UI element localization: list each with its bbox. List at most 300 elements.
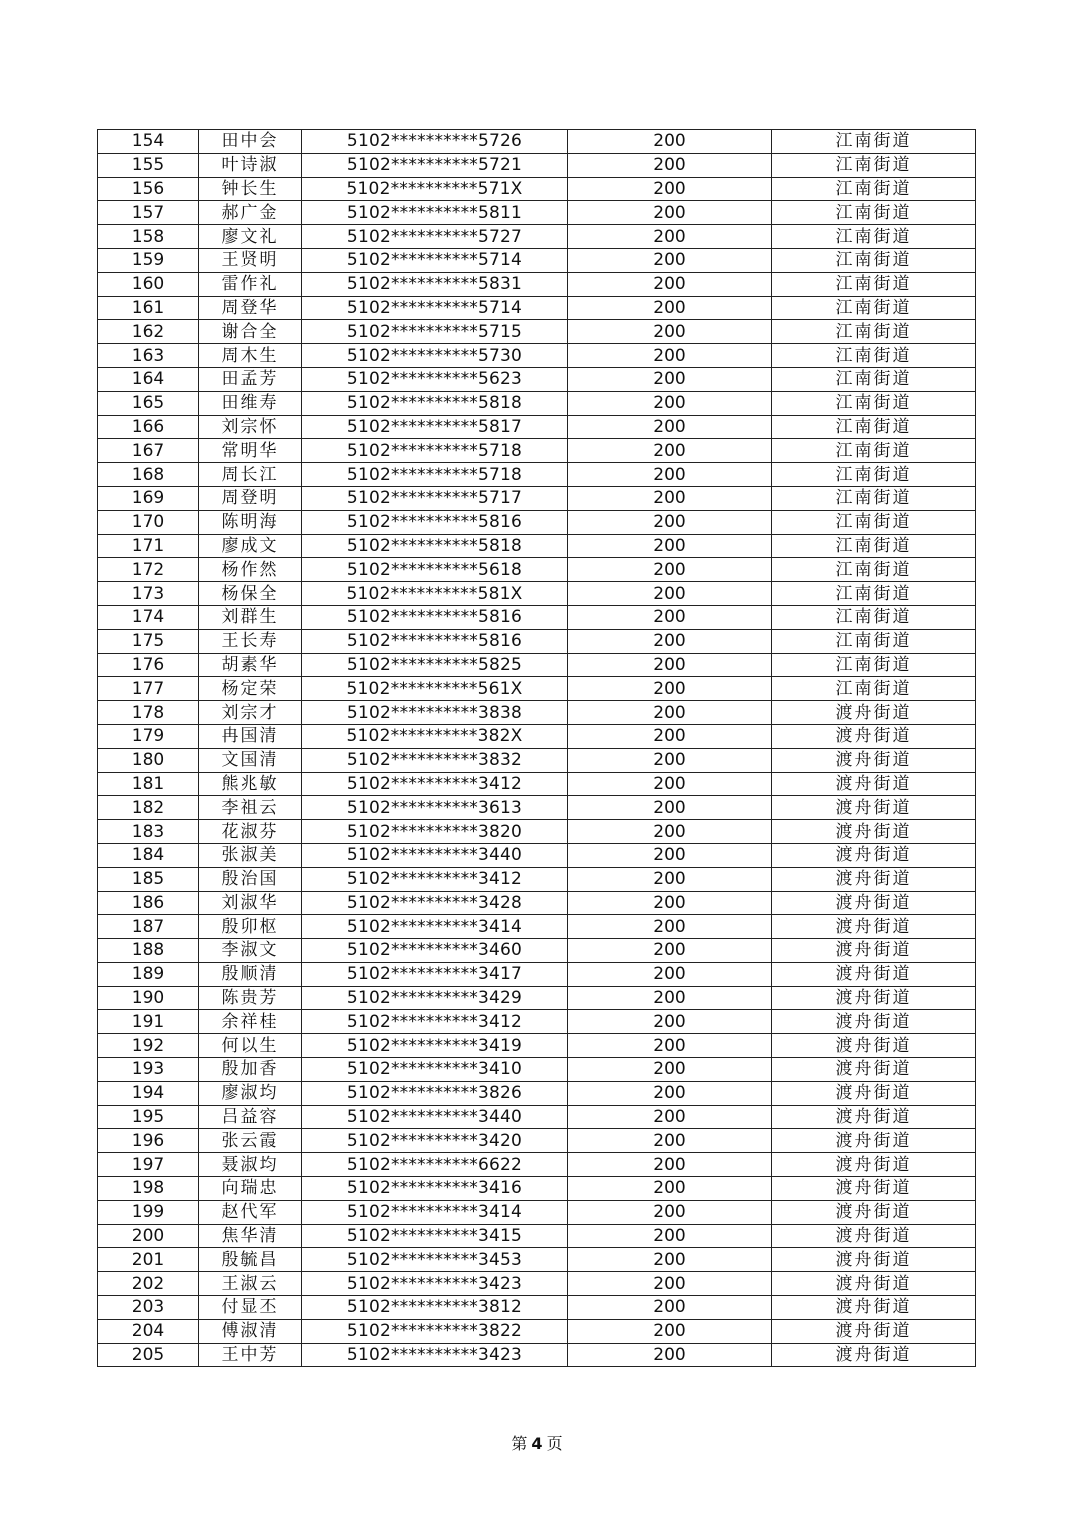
id-number-cell: 5102**********3428 <box>302 891 568 915</box>
name-cell: 王长寿 <box>199 629 302 653</box>
row-number-cell: 189 <box>98 962 199 986</box>
id-number-cell: 5102**********5718 <box>302 439 568 463</box>
street-cell: 渡舟街道 <box>772 1343 976 1367</box>
amount-cell: 200 <box>568 1296 772 1320</box>
name-cell: 廖文礼 <box>199 225 302 249</box>
id-number-cell: 5102**********5825 <box>302 653 568 677</box>
id-number-cell: 5102**********571X <box>302 177 568 201</box>
row-number-cell: 155 <box>98 153 199 177</box>
table-row <box>98 130 976 154</box>
amount-cell: 200 <box>568 1129 772 1153</box>
table-row <box>98 439 976 463</box>
row-number-cell: 158 <box>98 225 199 249</box>
street-cell: 江南街道 <box>772 344 976 368</box>
row-number-cell: 166 <box>98 415 199 439</box>
name-cell: 何以生 <box>199 1034 302 1058</box>
row-number-cell: 187 <box>98 915 199 939</box>
row-number-cell: 170 <box>98 510 199 534</box>
amount-cell: 200 <box>568 225 772 249</box>
id-number-cell: 5102**********5817 <box>302 415 568 439</box>
id-number-cell: 5102**********3417 <box>302 962 568 986</box>
amount-cell: 200 <box>568 605 772 629</box>
id-number-cell: 5102**********382X <box>302 724 568 748</box>
amount-cell: 200 <box>568 724 772 748</box>
id-number-cell: 5102**********5714 <box>302 248 568 272</box>
table-row <box>98 677 976 701</box>
row-number-cell: 157 <box>98 201 199 225</box>
id-number-cell: 5102**********5727 <box>302 225 568 249</box>
row-number-cell: 168 <box>98 463 199 487</box>
name-cell: 张云霞 <box>199 1129 302 1153</box>
row-number-cell: 171 <box>98 534 199 558</box>
name-cell: 李淑文 <box>199 939 302 963</box>
name-cell: 雷作礼 <box>199 272 302 296</box>
street-cell: 渡舟街道 <box>772 796 976 820</box>
id-number-cell: 5102**********3460 <box>302 939 568 963</box>
row-number-cell: 195 <box>98 1105 199 1129</box>
name-cell: 殷治国 <box>199 867 302 891</box>
table-row <box>98 891 976 915</box>
table-row <box>98 820 976 844</box>
amount-cell: 200 <box>568 582 772 606</box>
name-cell: 熊兆敏 <box>199 772 302 796</box>
name-cell: 焦华清 <box>199 1224 302 1248</box>
row-number-cell: 194 <box>98 1081 199 1105</box>
table-row <box>98 153 976 177</box>
table-row <box>98 1296 976 1320</box>
name-cell: 刘群生 <box>199 605 302 629</box>
name-cell: 向瑞忠 <box>199 1177 302 1201</box>
street-cell: 渡舟街道 <box>772 1272 976 1296</box>
name-cell: 周木生 <box>199 344 302 368</box>
page-footer-suffix: 页 <box>546 1434 563 1453</box>
street-cell: 渡舟街道 <box>772 1319 976 1343</box>
street-cell: 江南街道 <box>772 320 976 344</box>
amount-cell: 200 <box>568 820 772 844</box>
table-row <box>98 582 976 606</box>
amount-cell: 200 <box>568 486 772 510</box>
street-cell: 渡舟街道 <box>772 867 976 891</box>
table-row <box>98 201 976 225</box>
name-cell: 杨定荣 <box>199 677 302 701</box>
name-cell: 刘淑华 <box>199 891 302 915</box>
name-cell: 傅淑清 <box>199 1319 302 1343</box>
id-number-cell: 5102**********581X <box>302 582 568 606</box>
row-number-cell: 193 <box>98 1058 199 1082</box>
street-cell: 渡舟街道 <box>772 748 976 772</box>
street-cell: 渡舟街道 <box>772 939 976 963</box>
table-row <box>98 1081 976 1105</box>
amount-cell: 200 <box>568 510 772 534</box>
table-row <box>98 1034 976 1058</box>
name-cell: 刘宗才 <box>199 701 302 725</box>
table-row <box>98 843 976 867</box>
street-cell: 江南街道 <box>772 534 976 558</box>
id-number-cell: 5102**********5818 <box>302 391 568 415</box>
amount-cell: 200 <box>568 701 772 725</box>
street-cell: 江南街道 <box>772 415 976 439</box>
row-number-cell: 201 <box>98 1248 199 1272</box>
amount-cell: 200 <box>568 367 772 391</box>
street-cell: 江南街道 <box>772 296 976 320</box>
street-cell: 江南街道 <box>772 177 976 201</box>
name-cell: 谢合全 <box>199 320 302 344</box>
street-cell: 渡舟街道 <box>772 1081 976 1105</box>
table-row <box>98 1343 976 1367</box>
row-number-cell: 154 <box>98 130 199 154</box>
row-number-cell: 174 <box>98 605 199 629</box>
street-cell: 渡舟街道 <box>772 820 976 844</box>
amount-cell: 200 <box>568 1272 772 1296</box>
name-cell: 张淑美 <box>199 843 302 867</box>
amount-cell: 200 <box>568 1343 772 1367</box>
id-number-cell: 5102**********5714 <box>302 296 568 320</box>
amount-cell: 200 <box>568 296 772 320</box>
table-row <box>98 1058 976 1082</box>
id-number-cell: 5102**********3412 <box>302 1010 568 1034</box>
row-number-cell: 205 <box>98 1343 199 1367</box>
name-cell: 廖淑均 <box>199 1081 302 1105</box>
amount-cell: 200 <box>568 558 772 582</box>
page-footer-prefix: 第 <box>511 1434 528 1453</box>
name-cell: 殷顺清 <box>199 962 302 986</box>
amount-cell: 200 <box>568 1058 772 1082</box>
row-number-cell: 203 <box>98 1296 199 1320</box>
street-cell: 渡舟街道 <box>772 1058 976 1082</box>
table-row <box>98 177 976 201</box>
amount-cell: 200 <box>568 1319 772 1343</box>
table-row <box>98 962 976 986</box>
name-cell: 郝广金 <box>199 201 302 225</box>
table-row <box>98 415 976 439</box>
name-cell: 刘宗怀 <box>199 415 302 439</box>
table-row <box>98 1224 976 1248</box>
name-cell: 殷加香 <box>199 1058 302 1082</box>
table-row <box>98 1272 976 1296</box>
row-number-cell: 196 <box>98 1129 199 1153</box>
name-cell: 王淑云 <box>199 1272 302 1296</box>
street-cell: 江南街道 <box>772 463 976 487</box>
id-number-cell: 5102**********3440 <box>302 843 568 867</box>
table-row <box>98 1105 976 1129</box>
street-cell: 江南街道 <box>772 629 976 653</box>
table-row <box>98 486 976 510</box>
row-number-cell: 185 <box>98 867 199 891</box>
row-number-cell: 198 <box>98 1177 199 1201</box>
street-cell: 渡舟街道 <box>772 1200 976 1224</box>
id-number-cell: 5102**********5715 <box>302 320 568 344</box>
table-row <box>98 796 976 820</box>
id-number-cell: 5102**********5717 <box>302 486 568 510</box>
name-cell: 周登华 <box>199 296 302 320</box>
street-cell: 渡舟街道 <box>772 986 976 1010</box>
row-number-cell: 162 <box>98 320 199 344</box>
row-number-cell: 172 <box>98 558 199 582</box>
id-number-cell: 5102**********5816 <box>302 629 568 653</box>
id-number-cell: 5102**********3826 <box>302 1081 568 1105</box>
row-number-cell: 169 <box>98 486 199 510</box>
name-cell: 陈明海 <box>199 510 302 534</box>
row-number-cell: 177 <box>98 677 199 701</box>
name-cell: 花淑芬 <box>199 820 302 844</box>
amount-cell: 200 <box>568 867 772 891</box>
id-number-cell: 5102**********5718 <box>302 463 568 487</box>
street-cell: 渡舟街道 <box>772 962 976 986</box>
street-cell: 渡舟街道 <box>772 1224 976 1248</box>
street-cell: 江南街道 <box>772 367 976 391</box>
table-row <box>98 558 976 582</box>
id-number-cell: 5102**********5726 <box>302 130 568 154</box>
street-cell: 江南街道 <box>772 677 976 701</box>
name-cell: 聂淑均 <box>199 1153 302 1177</box>
street-cell: 渡舟街道 <box>772 1129 976 1153</box>
name-cell: 李祖云 <box>199 796 302 820</box>
id-number-cell: 5102**********5730 <box>302 344 568 368</box>
amount-cell: 200 <box>568 1010 772 1034</box>
name-cell: 殷卯枢 <box>199 915 302 939</box>
name-cell: 田中会 <box>199 130 302 154</box>
row-number-cell: 191 <box>98 1010 199 1034</box>
street-cell: 江南街道 <box>772 248 976 272</box>
table-row <box>98 701 976 725</box>
name-cell: 王贤明 <box>199 248 302 272</box>
table-row <box>98 915 976 939</box>
id-number-cell: 5102**********3453 <box>302 1248 568 1272</box>
row-number-cell: 163 <box>98 344 199 368</box>
amount-cell: 200 <box>568 344 772 368</box>
amount-cell: 200 <box>568 796 772 820</box>
name-cell: 周登明 <box>199 486 302 510</box>
roster-table-body <box>98 130 976 1367</box>
table-row <box>98 272 976 296</box>
street-cell: 江南街道 <box>772 582 976 606</box>
id-number-cell: 5102**********3812 <box>302 1296 568 1320</box>
table-row <box>98 724 976 748</box>
street-cell: 渡舟街道 <box>772 724 976 748</box>
amount-cell: 200 <box>568 1081 772 1105</box>
row-number-cell: 179 <box>98 724 199 748</box>
name-cell: 文国清 <box>199 748 302 772</box>
name-cell: 杨作然 <box>199 558 302 582</box>
id-number-cell: 5102**********3423 <box>302 1272 568 1296</box>
street-cell: 渡舟街道 <box>772 1153 976 1177</box>
amount-cell: 200 <box>568 177 772 201</box>
street-cell: 渡舟街道 <box>772 1010 976 1034</box>
id-number-cell: 5102**********3423 <box>302 1343 568 1367</box>
row-number-cell: 199 <box>98 1200 199 1224</box>
name-cell: 余祥桂 <box>199 1010 302 1034</box>
name-cell: 王中芳 <box>199 1343 302 1367</box>
id-number-cell: 5102**********5623 <box>302 367 568 391</box>
street-cell: 江南街道 <box>772 130 976 154</box>
table-row <box>98 248 976 272</box>
street-cell: 江南街道 <box>772 653 976 677</box>
table-row <box>98 867 976 891</box>
street-cell: 江南街道 <box>772 439 976 463</box>
table-row <box>98 1010 976 1034</box>
id-number-cell: 5102**********561X <box>302 677 568 701</box>
street-cell: 渡舟街道 <box>772 1177 976 1201</box>
roster-table <box>97 129 976 1367</box>
table-row <box>98 510 976 534</box>
table-row <box>98 320 976 344</box>
table-row <box>98 1200 976 1224</box>
amount-cell: 200 <box>568 463 772 487</box>
table-row <box>98 605 976 629</box>
table-row <box>98 1129 976 1153</box>
row-number-cell: 202 <box>98 1272 199 1296</box>
street-cell: 江南街道 <box>772 391 976 415</box>
table-row <box>98 772 976 796</box>
amount-cell: 200 <box>568 272 772 296</box>
name-cell: 钟长生 <box>199 177 302 201</box>
amount-cell: 200 <box>568 153 772 177</box>
row-number-cell: 159 <box>98 248 199 272</box>
street-cell: 渡舟街道 <box>772 1034 976 1058</box>
row-number-cell: 156 <box>98 177 199 201</box>
id-number-cell: 5102**********3410 <box>302 1058 568 1082</box>
name-cell: 杨保全 <box>199 582 302 606</box>
table-row <box>98 1319 976 1343</box>
id-number-cell: 5102**********3838 <box>302 701 568 725</box>
amount-cell: 200 <box>568 915 772 939</box>
id-number-cell: 5102**********3820 <box>302 820 568 844</box>
page-number: 4 <box>531 1434 543 1453</box>
id-number-cell: 5102**********5721 <box>302 153 568 177</box>
amount-cell: 200 <box>568 1224 772 1248</box>
street-cell: 渡舟街道 <box>772 1296 976 1320</box>
id-number-cell: 5102**********3412 <box>302 772 568 796</box>
name-cell: 付显丕 <box>199 1296 302 1320</box>
amount-cell: 200 <box>568 1177 772 1201</box>
amount-cell: 200 <box>568 534 772 558</box>
id-number-cell: 5102**********5811 <box>302 201 568 225</box>
table-row <box>98 344 976 368</box>
amount-cell: 200 <box>568 962 772 986</box>
name-cell: 殷毓昌 <box>199 1248 302 1272</box>
id-number-cell: 5102**********3420 <box>302 1129 568 1153</box>
amount-cell: 200 <box>568 891 772 915</box>
table-row <box>98 748 976 772</box>
row-number-cell: 176 <box>98 653 199 677</box>
amount-cell: 200 <box>568 677 772 701</box>
table-row <box>98 629 976 653</box>
amount-cell: 200 <box>568 201 772 225</box>
row-number-cell: 167 <box>98 439 199 463</box>
amount-cell: 200 <box>568 1248 772 1272</box>
id-number-cell: 5102**********3412 <box>302 867 568 891</box>
street-cell: 江南街道 <box>772 201 976 225</box>
table-row <box>98 534 976 558</box>
id-number-cell: 5102**********3415 <box>302 1224 568 1248</box>
name-cell: 田孟芳 <box>199 367 302 391</box>
name-cell: 叶诗淑 <box>199 153 302 177</box>
table-row <box>98 986 976 1010</box>
table-row <box>98 1248 976 1272</box>
amount-cell: 200 <box>568 772 772 796</box>
id-number-cell: 5102**********3613 <box>302 796 568 820</box>
row-number-cell: 200 <box>98 1224 199 1248</box>
row-number-cell: 164 <box>98 367 199 391</box>
table-row <box>98 1177 976 1201</box>
street-cell: 渡舟街道 <box>772 701 976 725</box>
amount-cell: 200 <box>568 629 772 653</box>
amount-cell: 200 <box>568 1105 772 1129</box>
table-row <box>98 225 976 249</box>
street-cell: 渡舟街道 <box>772 915 976 939</box>
street-cell: 江南街道 <box>772 605 976 629</box>
amount-cell: 200 <box>568 1153 772 1177</box>
row-number-cell: 183 <box>98 820 199 844</box>
name-cell: 冉国清 <box>199 724 302 748</box>
table-row <box>98 1153 976 1177</box>
name-cell: 胡素华 <box>199 653 302 677</box>
row-number-cell: 184 <box>98 843 199 867</box>
amount-cell: 200 <box>568 748 772 772</box>
id-number-cell: 5102**********3440 <box>302 1105 568 1129</box>
amount-cell: 200 <box>568 939 772 963</box>
name-cell: 陈贵芳 <box>199 986 302 1010</box>
row-number-cell: 161 <box>98 296 199 320</box>
id-number-cell: 5102**********5816 <box>302 605 568 629</box>
table-row <box>98 391 976 415</box>
street-cell: 江南街道 <box>772 486 976 510</box>
table-row <box>98 653 976 677</box>
name-cell: 周长江 <box>199 463 302 487</box>
id-number-cell: 5102**********5831 <box>302 272 568 296</box>
id-number-cell: 5102**********3414 <box>302 915 568 939</box>
row-number-cell: 175 <box>98 629 199 653</box>
table-row <box>98 939 976 963</box>
street-cell: 渡舟街道 <box>772 1248 976 1272</box>
amount-cell: 200 <box>568 248 772 272</box>
row-number-cell: 186 <box>98 891 199 915</box>
table-row <box>98 463 976 487</box>
row-number-cell: 181 <box>98 772 199 796</box>
amount-cell: 200 <box>568 391 772 415</box>
amount-cell: 200 <box>568 415 772 439</box>
table-row <box>98 367 976 391</box>
row-number-cell: 188 <box>98 939 199 963</box>
street-cell: 江南街道 <box>772 558 976 582</box>
row-number-cell: 160 <box>98 272 199 296</box>
id-number-cell: 5102**********5818 <box>302 534 568 558</box>
id-number-cell: 5102**********3414 <box>302 1200 568 1224</box>
row-number-cell: 197 <box>98 1153 199 1177</box>
row-number-cell: 182 <box>98 796 199 820</box>
name-cell: 赵代军 <box>199 1200 302 1224</box>
street-cell: 江南街道 <box>772 153 976 177</box>
id-number-cell: 5102**********3832 <box>302 748 568 772</box>
row-number-cell: 173 <box>98 582 199 606</box>
row-number-cell: 204 <box>98 1319 199 1343</box>
street-cell: 渡舟街道 <box>772 891 976 915</box>
id-number-cell: 5102**********3419 <box>302 1034 568 1058</box>
page-footer <box>0 1431 1074 1454</box>
id-number-cell: 5102**********3416 <box>302 1177 568 1201</box>
amount-cell: 200 <box>568 1200 772 1224</box>
name-cell: 廖成文 <box>199 534 302 558</box>
amount-cell: 200 <box>568 653 772 677</box>
name-cell: 常明华 <box>199 439 302 463</box>
id-number-cell: 5102**********5618 <box>302 558 568 582</box>
street-cell: 江南街道 <box>772 510 976 534</box>
table-row <box>98 296 976 320</box>
amount-cell: 200 <box>568 986 772 1010</box>
amount-cell: 200 <box>568 130 772 154</box>
row-number-cell: 180 <box>98 748 199 772</box>
id-number-cell: 5102**********3429 <box>302 986 568 1010</box>
